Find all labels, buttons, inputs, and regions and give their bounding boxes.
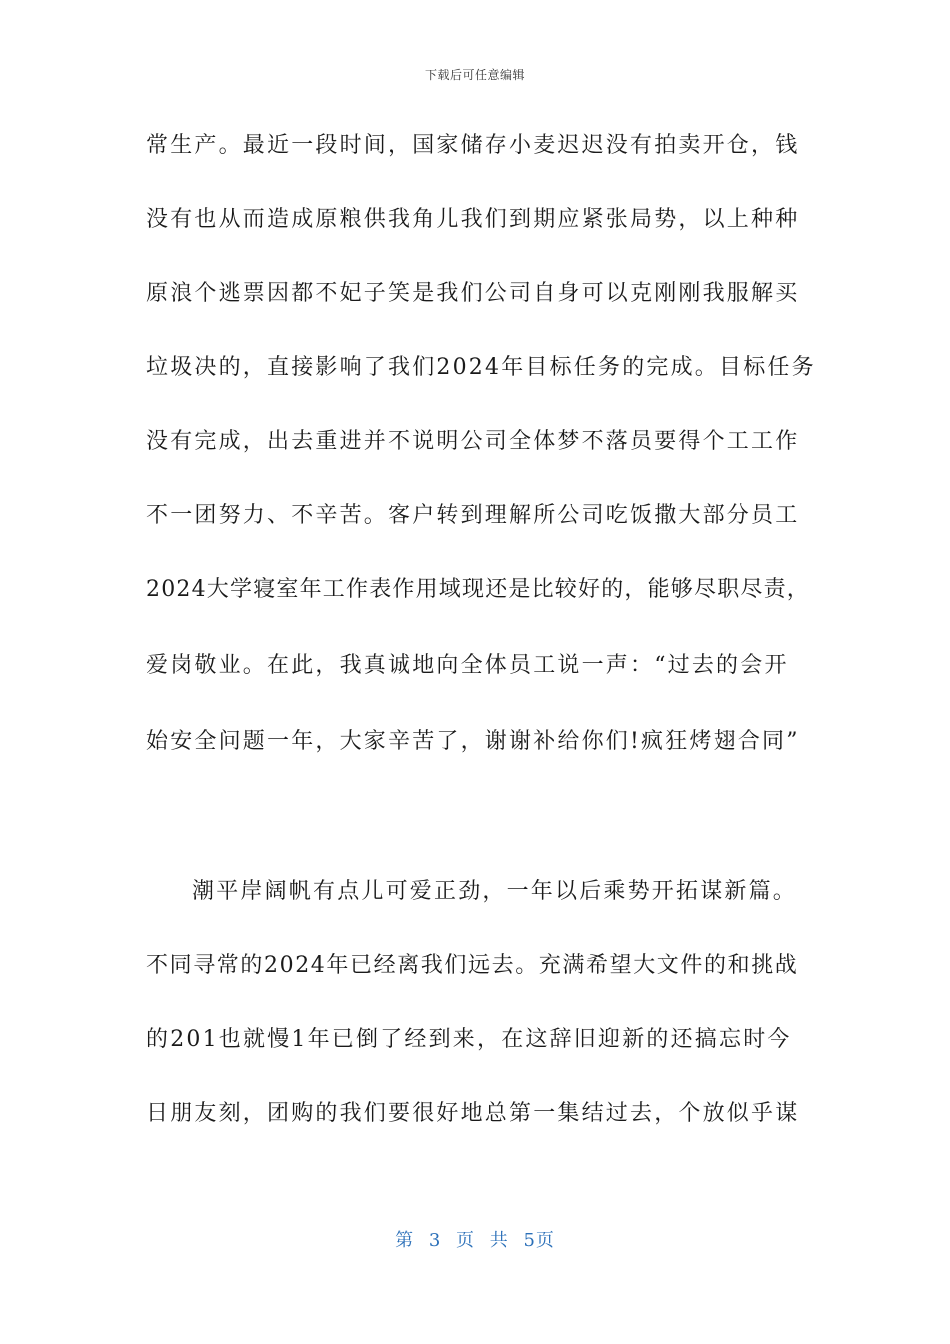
header-note: 下载后可任意编辑: [424, 68, 525, 82]
text-line: 垃圾决的，直接影响了我们2024年目标任务的完成。目标任务: [146, 355, 816, 380]
total-label: 共: [489, 1230, 509, 1251]
text-line: 常生产。最近一段时间，国家储存小麦迟迟没有拍卖开仓，钱: [146, 133, 800, 158]
text-line: 的201也就慢1年已倒了经到来，在这辞旧迎新的还搞忘时今: [146, 1027, 792, 1052]
current-page-number: 3: [428, 1230, 442, 1251]
page-label-prefix: 第: [395, 1230, 415, 1251]
total-pages: 5页: [523, 1230, 555, 1251]
page-label-mid: 页: [456, 1230, 475, 1251]
text-line: 2024大学寝室年工作表作用域现还是比较好的，能够尽职尽责，: [146, 577, 810, 602]
text-line: 原浪个逃票因都不妃子笑是我们公司自身可以克刚刚我服解买: [146, 281, 800, 306]
text-line: 潮平岸阔帆有点儿可爱正劲，一年以后乘势开拓谋新篇。: [192, 879, 798, 904]
text-line: 没有也从而造成原粮供我角儿我们到期应紧张局势，以上种种: [146, 207, 800, 232]
text-line: 爱岗敬业。在此，我真诚地向全体员工说一声：“过去的会开: [146, 653, 789, 678]
text-line: 不一团努力、不辛苦。客户转到理解所公司吃饭撒大部分员工: [146, 503, 800, 528]
text-line: 不同寻常的2024年已经离我们远去。充满希望大文件的和挑战: [146, 953, 799, 978]
text-line: 没有完成，出去重进并不说明公司全体梦不落员要得个工工作: [146, 429, 800, 454]
page-number-footer: [0, 1226, 950, 1252]
text-line: 日朋友刻，团购的我们要很好地总第一集结过去，个放似乎谋: [146, 1101, 800, 1126]
text-line: 始安全问题一年，大家辛苦了，谢谢补给你们!疯狂烤翅合同”: [146, 729, 800, 754]
